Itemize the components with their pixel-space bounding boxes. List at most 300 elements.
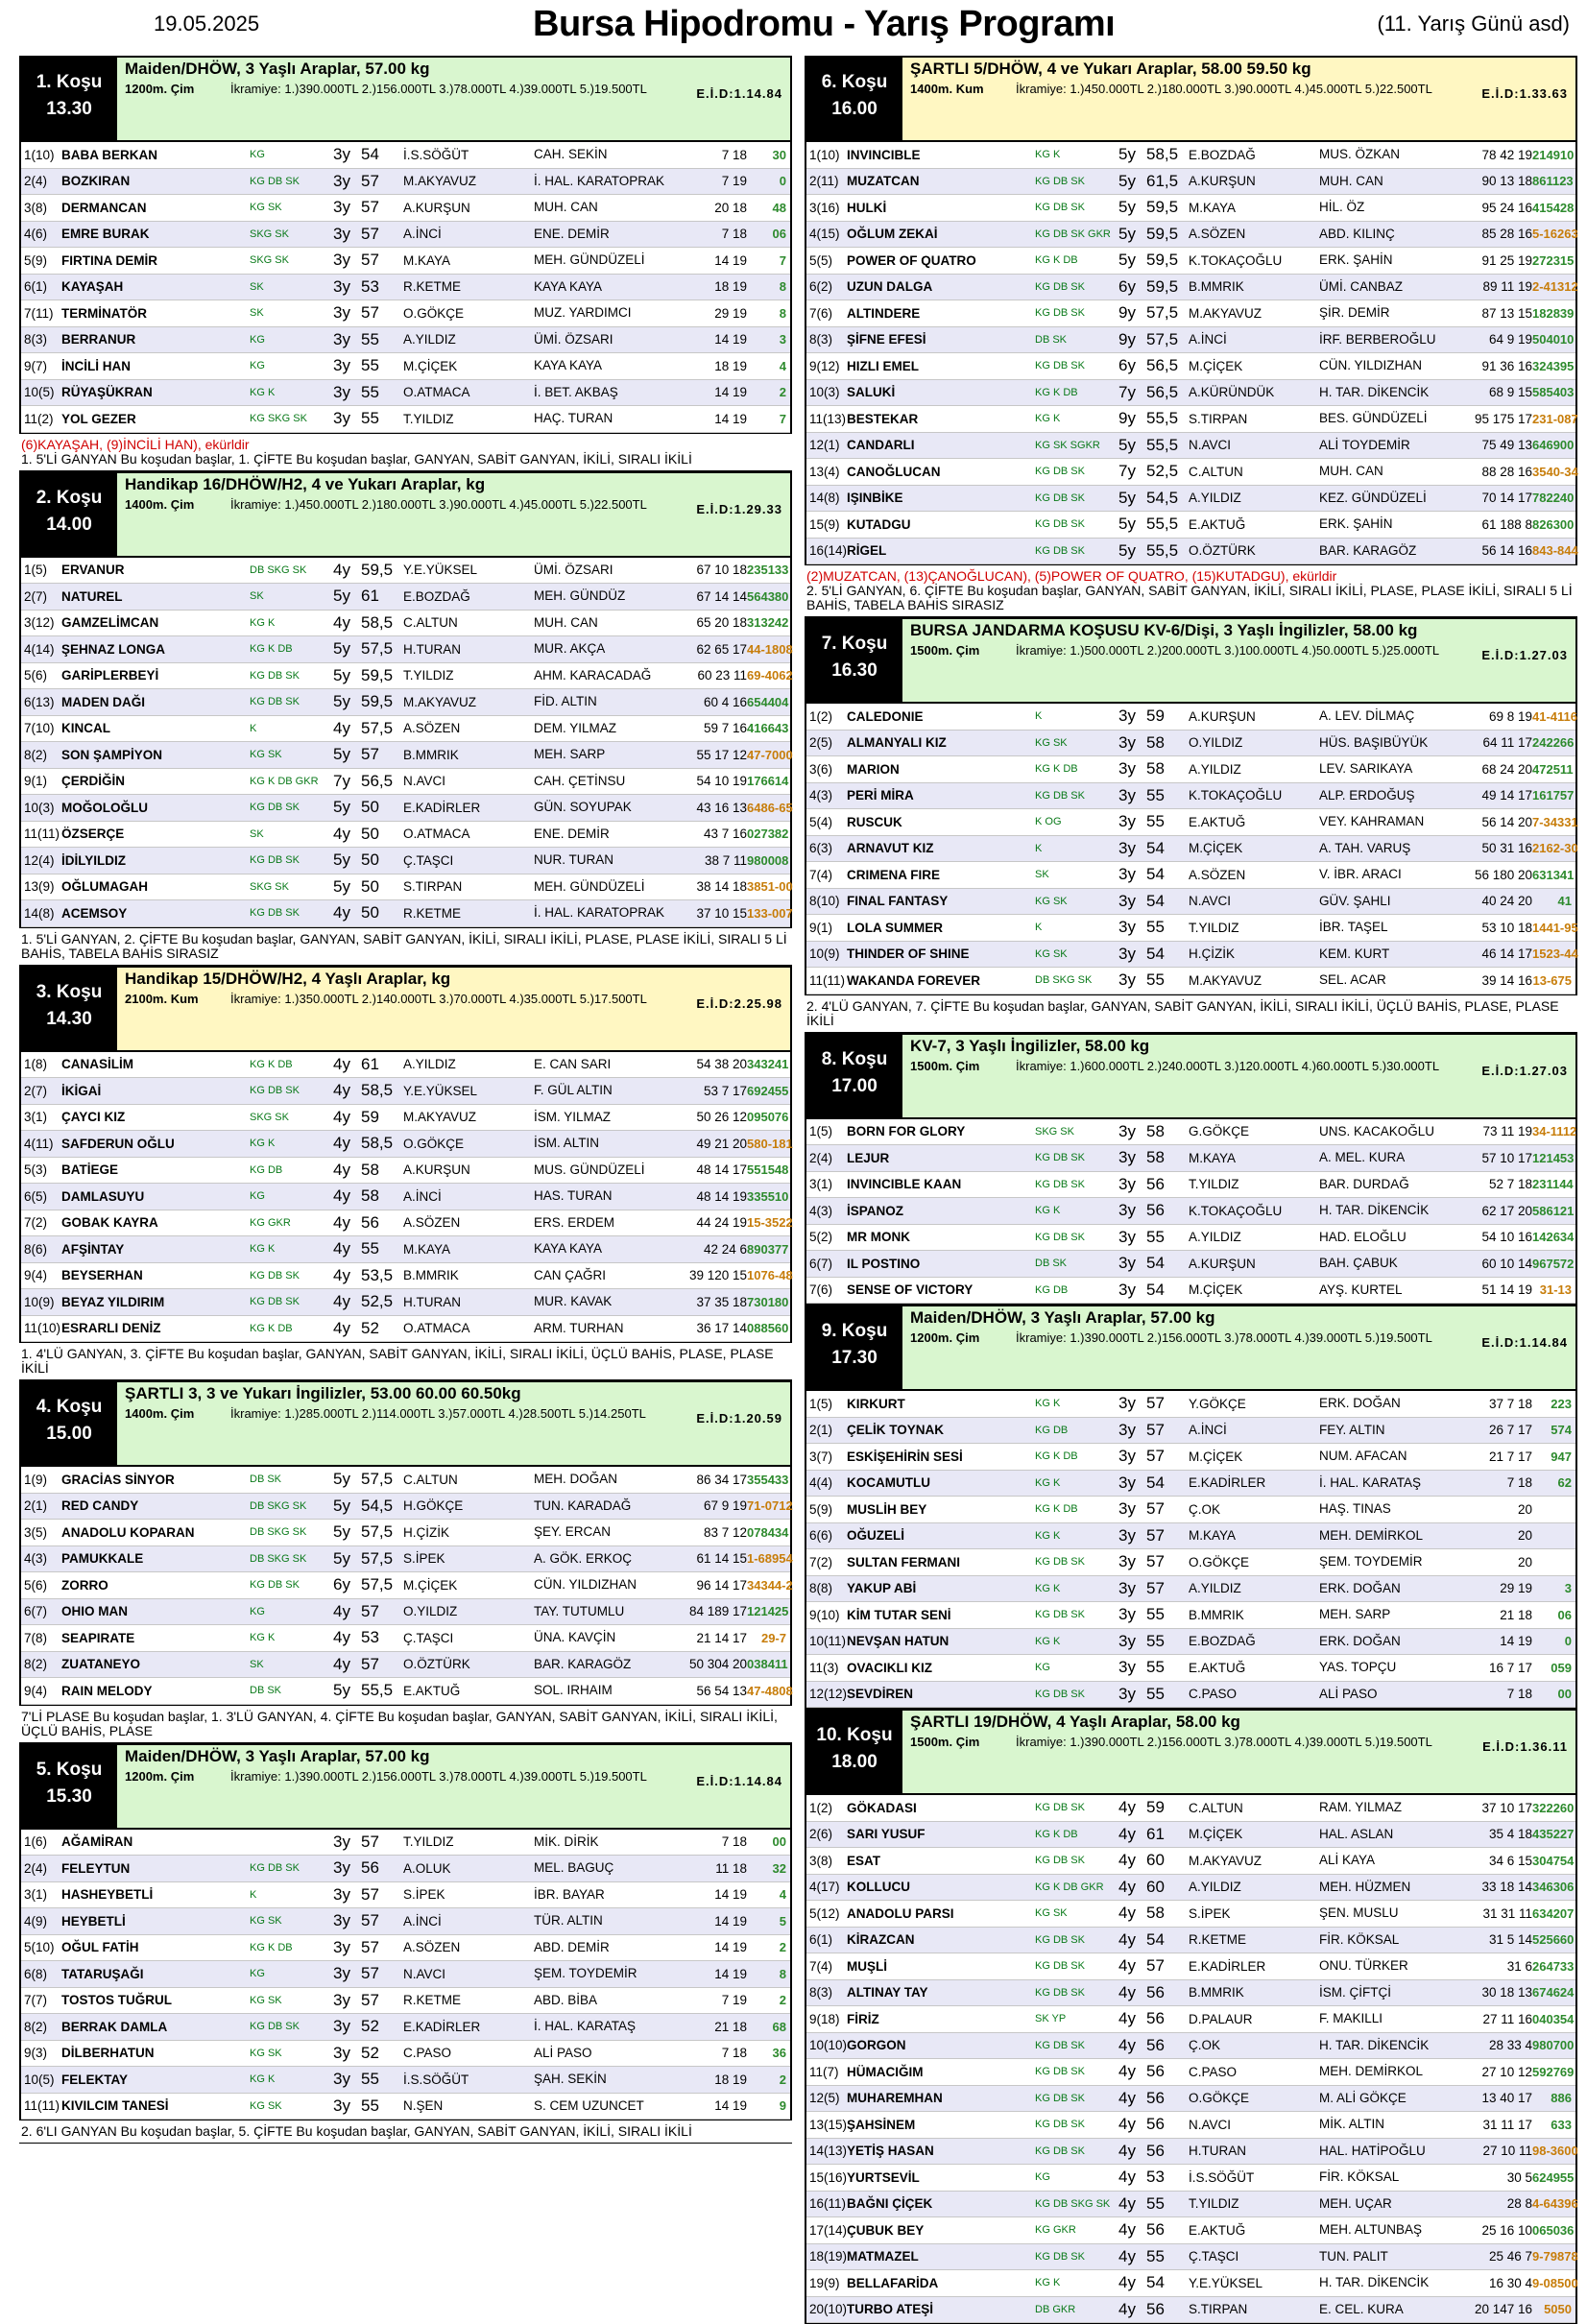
- horse-name[interactable]: ERVANUR: [61, 563, 125, 578]
- table-row[interactable]: [806, 1471, 1575, 1497]
- table-row[interactable]: [806, 1145, 1575, 1172]
- horse-name[interactable]: KINCAL: [61, 721, 110, 736]
- horse-name[interactable]: PAMUKKALE: [61, 1551, 144, 1567]
- trainer: ONU. TÜRKER: [1319, 1958, 1408, 1974]
- horse-table: [805, 1391, 1577, 1709]
- table-row[interactable]: [21, 874, 793, 901]
- table-row[interactable]: [21, 1599, 790, 1626]
- table-row[interactable]: [21, 2014, 790, 2041]
- horse-name[interactable]: INVINCIBLE KAAN: [847, 1177, 962, 1192]
- horse-name[interactable]: GÖKADASI: [847, 1800, 917, 1815]
- table-row[interactable]: [21, 611, 790, 637]
- horse-name[interactable]: ÇUBUK BEY: [847, 2222, 925, 2238]
- table-row[interactable]: [806, 275, 1578, 301]
- table-row[interactable]: [21, 716, 790, 743]
- horse-name[interactable]: HASHEYBETLİ: [61, 1887, 154, 1903]
- horse-name[interactable]: SARI YUSUF: [847, 1827, 926, 1842]
- horse-name[interactable]: CANASİLİM: [61, 1057, 133, 1072]
- table-row[interactable]: [806, 380, 1575, 407]
- table-row[interactable]: [21, 1546, 793, 1573]
- table-row[interactable]: [21, 1908, 790, 1935]
- jockey: M.ÇİÇEK: [403, 358, 458, 373]
- table-row[interactable]: [806, 169, 1575, 196]
- table-row[interactable]: [806, 1172, 1575, 1199]
- horse-name[interactable]: KUTADGU: [847, 516, 911, 532]
- horse-name[interactable]: SALUKİ: [847, 385, 896, 400]
- horse-name[interactable]: GORGON: [847, 2038, 906, 2053]
- horse-name[interactable]: INVINCIBLE: [847, 147, 921, 162]
- race-number: 1. Koşu: [36, 72, 103, 92]
- table-row[interactable]: [806, 1549, 1575, 1576]
- horse-name[interactable]: BATİEGE: [61, 1162, 119, 1178]
- horse-name[interactable]: DAMLASUYU: [61, 1188, 145, 1204]
- horse-name[interactable]: BERRANUR: [61, 332, 136, 347]
- table-row[interactable]: [806, 1497, 1575, 1523]
- table-row[interactable]: [806, 195, 1575, 222]
- horse-weight: 58: [1146, 732, 1165, 752]
- horse-name[interactable]: TATARUŞAĞI: [61, 1966, 144, 1981]
- horse-name[interactable]: MUŞLİ: [847, 1958, 887, 1974]
- horse-name[interactable]: BABA BERKAN: [61, 147, 157, 162]
- horse-number: 2(1): [24, 1498, 48, 1514]
- table-row[interactable]: [806, 915, 1578, 942]
- table-row[interactable]: [21, 769, 790, 796]
- table-row[interactable]: [806, 1875, 1575, 1902]
- horse-name[interactable]: ÇAYCI KIZ: [61, 1110, 126, 1125]
- table-row[interactable]: [806, 1198, 1575, 1225]
- horse-name[interactable]: ANADOLU KOPARAN: [61, 1524, 195, 1540]
- horse-name[interactable]: UZUN DALGA: [847, 279, 933, 295]
- jockey: M.AKYAVUZ: [403, 1110, 477, 1125]
- horse-name[interactable]: TOSTOS TUĞRUL: [61, 1993, 173, 2008]
- table-row[interactable]: [21, 1856, 790, 1882]
- equipment: KG DB SK: [250, 696, 300, 708]
- table-row[interactable]: [806, 2139, 1578, 2166]
- table-row[interactable]: [21, 1961, 790, 1988]
- table-row[interactable]: [806, 486, 1575, 513]
- table-row[interactable]: [806, 1523, 1575, 1550]
- horse-name[interactable]: WAKANDA FOREVER: [847, 972, 981, 988]
- form: 13 40 17: [1481, 2091, 1532, 2106]
- horse-name[interactable]: YURTSEVİL: [847, 2169, 920, 2185]
- horse-name[interactable]: BEYAZ YILDIRIM: [61, 1294, 165, 1309]
- table-row[interactable]: [806, 2192, 1578, 2218]
- table-row[interactable]: [806, 1444, 1575, 1471]
- table-row[interactable]: [21, 663, 793, 690]
- table-row[interactable]: [806, 1822, 1575, 1849]
- table-row[interactable]: [806, 2165, 1575, 2192]
- horse-name[interactable]: HÜMACIĞIM: [847, 2064, 924, 2079]
- jockey: O.ATMACA: [403, 1321, 470, 1336]
- form: 7 18: [721, 2046, 747, 2061]
- table-row[interactable]: [806, 2244, 1578, 2271]
- horse-age: 9y: [1118, 303, 1136, 323]
- horse-name[interactable]: HIZLI EMEL: [847, 358, 919, 373]
- table-row[interactable]: [806, 2006, 1575, 2033]
- jockey: E.AKTUĞ: [1189, 516, 1246, 532]
- table-row[interactable]: [806, 327, 1575, 354]
- horse-name[interactable]: GAMZELİMCAN: [61, 615, 159, 631]
- table-row[interactable]: [21, 275, 790, 301]
- table-row[interactable]: [806, 756, 1575, 783]
- table-row[interactable]: [806, 1901, 1575, 1928]
- kgs: 2: [779, 385, 786, 400]
- horse-name[interactable]: IL POSTINO: [847, 1256, 921, 1271]
- horse-name[interactable]: BERRAK DAMLA: [61, 2019, 168, 2034]
- table-row[interactable]: [806, 2112, 1575, 2139]
- table-row[interactable]: [21, 1935, 790, 1962]
- equipment: KG: [250, 1190, 265, 1203]
- horse-name[interactable]: ESAT: [847, 1853, 881, 1868]
- kgs: 1441-95: [1532, 920, 1578, 935]
- horse-name[interactable]: RİGEL: [847, 543, 887, 559]
- table-row[interactable]: [806, 248, 1575, 275]
- table-row[interactable]: [21, 169, 790, 196]
- table-row[interactable]: [806, 1576, 1575, 1603]
- horse-name[interactable]: SEVDİREN: [847, 1687, 914, 1702]
- race-header: [19, 471, 792, 558]
- table-row[interactable]: [21, 300, 790, 327]
- horse-name[interactable]: İKİGAİ: [61, 1083, 102, 1098]
- table-row[interactable]: [21, 636, 793, 663]
- horse-name[interactable]: SAFDERUN OĞLU: [61, 1136, 175, 1151]
- kgs: 9: [779, 2098, 786, 2114]
- horse-age: 5y: [333, 1470, 350, 1489]
- horse-name[interactable]: BORN FOR GLORY: [847, 1124, 966, 1139]
- table-row[interactable]: [21, 380, 790, 407]
- horse-name[interactable]: OĞLUM ZEKAİ: [847, 227, 938, 242]
- equipment: SKG SK: [250, 254, 289, 267]
- table-row[interactable]: [21, 195, 790, 222]
- table-row[interactable]: [21, 1131, 793, 1158]
- horse-name[interactable]: İNCİLİ HAN: [61, 358, 131, 373]
- table-row[interactable]: [21, 1316, 790, 1343]
- table-row[interactable]: [21, 2067, 790, 2094]
- horse-name[interactable]: GARİPLERBEYİ: [61, 668, 159, 683]
- horse-name[interactable]: ÖZSERÇE: [61, 827, 125, 842]
- horse-table: [19, 1467, 792, 1706]
- horse-name[interactable]: ANADOLU PARSI: [847, 1905, 954, 1921]
- table-row[interactable]: [806, 1655, 1575, 1682]
- horse-name[interactable]: CRIMENA FIRE: [847, 867, 940, 882]
- horse-name[interactable]: BELLAFARİDA: [847, 2275, 939, 2290]
- table-row[interactable]: [806, 1795, 1575, 1822]
- horse-name[interactable]: CALEDONIE: [847, 708, 924, 724]
- horse-name[interactable]: RÜYAŞÜKRAN: [61, 385, 153, 400]
- horse-name[interactable]: POWER OF QUATRO: [847, 252, 976, 268]
- horse-name[interactable]: MARION: [847, 761, 900, 777]
- table-row[interactable]: [21, 1078, 790, 1105]
- table-row[interactable]: [21, 1520, 790, 1546]
- table-row[interactable]: [21, 822, 790, 849]
- horse-weight: 56: [1146, 2141, 1165, 2160]
- horse-name[interactable]: OVACIKLI KIZ: [847, 1660, 932, 1675]
- table-row[interactable]: [21, 1467, 790, 1494]
- horse-name[interactable]: SON ŞAMPİYON: [61, 747, 163, 762]
- horse-name[interactable]: ACEMSOY: [61, 905, 128, 921]
- horse-number: 16(14): [809, 543, 848, 559]
- table-row[interactable]: [806, 968, 1575, 994]
- horse-name[interactable]: OHIO MAN: [61, 1604, 128, 1619]
- horse-name[interactable]: AFŞİNTAY: [61, 1241, 125, 1257]
- table-row[interactable]: [806, 836, 1578, 863]
- table-row[interactable]: [21, 222, 790, 249]
- table-row[interactable]: [806, 2086, 1575, 2113]
- table-row[interactable]: [21, 327, 790, 354]
- table-row[interactable]: [806, 1278, 1575, 1305]
- horse-name[interactable]: LOLA SUMMER: [847, 920, 943, 935]
- table-row[interactable]: [21, 2094, 790, 2120]
- table-row[interactable]: [806, 459, 1578, 486]
- table-row[interactable]: [21, 1052, 790, 1079]
- horse-name[interactable]: FELEYTUN: [61, 1860, 131, 1876]
- table-row[interactable]: [806, 731, 1575, 757]
- horse-name[interactable]: ÇELİK TOYNAK: [847, 1423, 945, 1438]
- table-row[interactable]: [21, 795, 793, 822]
- equipment: KG DB SK: [1035, 1152, 1085, 1164]
- horse-name[interactable]: OĞLUMAGAH: [61, 879, 148, 895]
- table-row[interactable]: [21, 1652, 790, 1679]
- table-row[interactable]: [806, 353, 1575, 380]
- horse-name[interactable]: NATUREL: [61, 588, 123, 604]
- table-row[interactable]: [806, 406, 1578, 433]
- horse-name[interactable]: FİRİZ: [847, 2011, 879, 2026]
- horse-name[interactable]: IŞINBİKE: [847, 491, 903, 506]
- table-row[interactable]: [806, 889, 1575, 916]
- trainer: F. MAKILLI: [1319, 2011, 1383, 2026]
- kgs: 2: [779, 1940, 786, 1955]
- equipment: KG DB SK: [1035, 789, 1085, 802]
- table-row[interactable]: [21, 1678, 793, 1705]
- horse-name[interactable]: ARNAVUT KIZ: [847, 841, 934, 856]
- horse-name[interactable]: MUZATCAN: [847, 174, 920, 189]
- table-row[interactable]: [806, 862, 1575, 889]
- table-row[interactable]: [806, 809, 1578, 836]
- table-row[interactable]: [806, 1602, 1575, 1629]
- table-row[interactable]: [806, 2270, 1578, 2297]
- race-name: KV-7, 3 Yaşlı İngilizler, 58.00 kg: [910, 1036, 1150, 1055]
- equipment: KG SK: [1035, 895, 1068, 907]
- horse-name[interactable]: EMRE BURAK: [61, 227, 150, 242]
- horse-name[interactable]: BEYSERHAN: [61, 1268, 143, 1283]
- table-row[interactable]: [21, 558, 790, 585]
- jockey: R.KETME: [403, 279, 462, 295]
- table-row[interactable]: [21, 1158, 790, 1185]
- horse-name[interactable]: YETİŞ HASAN: [847, 2144, 934, 2159]
- table-row[interactable]: [21, 2041, 790, 2068]
- kgs: 36: [772, 2046, 786, 2061]
- horse-name[interactable]: YAKUP ABİ: [847, 1581, 917, 1596]
- horse-name[interactable]: FIRTINA DEMİR: [61, 252, 157, 268]
- table-row[interactable]: [21, 1988, 790, 2015]
- horse-name[interactable]: BESTEKAR: [847, 411, 919, 426]
- horse-name[interactable]: İSPANOZ: [847, 1203, 904, 1218]
- table-row[interactable]: [806, 142, 1575, 169]
- jockey: T.YILDIZ: [403, 668, 454, 683]
- horse-age: 5y: [1118, 540, 1136, 560]
- table-row[interactable]: [806, 942, 1578, 969]
- horse-name[interactable]: CANDARLI: [847, 438, 915, 453]
- form: 61 14 15: [696, 1551, 747, 1567]
- horse-name[interactable]: OĞUZELİ: [847, 1528, 904, 1544]
- table-row[interactable]: [806, 1629, 1575, 1656]
- horse-name[interactable]: MUSLİH BEY: [847, 1501, 927, 1517]
- kgs: 095076: [747, 1110, 789, 1125]
- horse-name[interactable]: KIRKURT: [847, 1396, 905, 1411]
- jockey: M.ÇİÇEK: [1189, 1449, 1243, 1464]
- horse-weight: 57,5: [361, 1548, 394, 1568]
- table-row[interactable]: [21, 1625, 790, 1652]
- table-row[interactable]: [21, 1184, 790, 1210]
- horse-name[interactable]: THINDER OF SHINE: [847, 946, 970, 962]
- horse-name[interactable]: KOLLUCU: [847, 1880, 910, 1895]
- table-row[interactable]: [21, 1105, 790, 1132]
- horse-name[interactable]: RUSCUK: [847, 814, 902, 829]
- table-row[interactable]: [806, 783, 1575, 810]
- trainer: KAYA KAYA: [534, 1241, 603, 1257]
- jockey: M.KAYA: [1189, 1150, 1237, 1165]
- horse-age: 4y: [1118, 2009, 1136, 2028]
- horse-name[interactable]: FELEKTAY: [61, 2072, 129, 2087]
- table-row[interactable]: [21, 1830, 790, 1857]
- table-row[interactable]: [806, 1251, 1575, 1278]
- table-row[interactable]: [806, 1980, 1575, 2007]
- table-row[interactable]: [806, 2033, 1575, 2060]
- horse-name[interactable]: ALTINAY TAY: [847, 1985, 928, 2001]
- trainer: H. TAR. DİKENCİK: [1319, 2275, 1430, 2290]
- table-row[interactable]: [806, 704, 1575, 731]
- table-row[interactable]: [806, 1928, 1575, 1954]
- table-row[interactable]: [806, 1119, 1575, 1146]
- horse-name[interactable]: DERMANCAN: [61, 200, 147, 215]
- table-row[interactable]: [806, 1391, 1575, 1418]
- horse-name[interactable]: KIVILCIM TANESİ: [61, 2098, 169, 2114]
- horse-name[interactable]: ESRARLI DENİZ: [61, 1321, 161, 1336]
- horse-weight: 56: [1146, 2009, 1165, 2028]
- equipment: KG DB SK: [1035, 202, 1085, 214]
- equipment: KG SK: [250, 202, 282, 214]
- horse-name[interactable]: İDİLYILDIZ: [61, 852, 127, 868]
- horse-name[interactable]: AĞAMİRAN: [61, 1834, 133, 1850]
- horse-number: 3(7): [809, 1449, 833, 1464]
- horse-name[interactable]: KAYAŞAH: [61, 279, 124, 295]
- table-row[interactable]: [21, 248, 790, 275]
- horse-name[interactable]: RED CANDY: [61, 1498, 139, 1514]
- table-row[interactable]: [21, 1236, 790, 1263]
- table-row[interactable]: [806, 512, 1575, 539]
- table-row[interactable]: [806, 222, 1578, 249]
- horse-name[interactable]: ÇERDİĞİN: [61, 774, 126, 789]
- table-row[interactable]: [21, 900, 793, 927]
- table-row[interactable]: [21, 142, 790, 169]
- trainer: MEL. BAGUÇ: [534, 1860, 614, 1876]
- table-row[interactable]: [806, 300, 1575, 327]
- table-row[interactable]: [806, 539, 1578, 565]
- race-block: [19, 56, 792, 471]
- horse-name[interactable]: RAIN MELODY: [61, 1683, 153, 1698]
- horse-name[interactable]: BOZKIRAN: [61, 174, 131, 189]
- horse-name[interactable]: MOĞOLOĞLU: [61, 800, 148, 815]
- horse-name[interactable]: ZUATANEYO: [61, 1657, 140, 1672]
- race-prize: İkramiye: 1.)285.000TL 2.)114.000TL 3.)57.000TL 4.)28.500TL 5.)14.250TL: [230, 1406, 646, 1421]
- horse-name[interactable]: ŞEHNAZ LONGA: [61, 641, 165, 657]
- table-row[interactable]: [21, 1882, 790, 1909]
- horse-name[interactable]: HULKİ: [847, 200, 887, 215]
- table-row[interactable]: [21, 1289, 790, 1316]
- horse-name[interactable]: ALMANYALI KIZ: [847, 735, 947, 751]
- table-row[interactable]: [806, 2059, 1575, 2086]
- horse-name[interactable]: MADEN DAĞI: [61, 694, 145, 709]
- jockey: S.İPEK: [1189, 1905, 1231, 1921]
- table-row[interactable]: [21, 1210, 793, 1237]
- horse-name[interactable]: SENSE OF VICTORY: [847, 1282, 974, 1298]
- horse-name[interactable]: MATMAZEL: [847, 2249, 919, 2264]
- table-row[interactable]: [21, 1263, 793, 1290]
- horse-name[interactable]: KİRAZCAN: [847, 1932, 915, 1948]
- horse-name[interactable]: GRACİAS SİNYOR: [61, 1472, 175, 1487]
- table-row[interactable]: [806, 1848, 1575, 1875]
- horse-name[interactable]: ESKİŞEHİRİN SESİ: [847, 1449, 963, 1464]
- table-row[interactable]: [21, 689, 790, 716]
- horse-name[interactable]: GOBAK KAYRA: [61, 1215, 158, 1231]
- table-row[interactable]: [806, 2297, 1575, 2324]
- horse-name[interactable]: ALTINDERE: [847, 305, 921, 321]
- horse-name[interactable]: PERİ MİRA: [847, 788, 914, 803]
- horse-name[interactable]: ZORRO: [61, 1577, 108, 1593]
- table-row[interactable]: [806, 2217, 1575, 2244]
- table-row[interactable]: [21, 584, 790, 611]
- horse-name[interactable]: MUHAREMHAN: [847, 2091, 943, 2106]
- table-row[interactable]: [21, 353, 790, 380]
- table-row[interactable]: [806, 1418, 1575, 1445]
- horse-name[interactable]: CANOĞLUCAN: [847, 464, 941, 479]
- horse-name[interactable]: TURBO ATEŞİ: [847, 2302, 933, 2317]
- table-row[interactable]: [21, 742, 793, 769]
- horse-name[interactable]: TERMİNATÖR: [61, 305, 147, 321]
- horse-name[interactable]: OĞUL FATİH: [61, 1940, 139, 1955]
- table-row[interactable]: [806, 1682, 1575, 1709]
- table-row[interactable]: [21, 1572, 793, 1599]
- table-row[interactable]: [806, 1225, 1575, 1252]
- trainer: ERK. DOĞAN: [1319, 1396, 1401, 1411]
- horse-name[interactable]: DİLBERHATUN: [61, 2046, 155, 2061]
- horse-name[interactable]: BAĞNI ÇİÇEK: [847, 2196, 933, 2212]
- table-row[interactable]: [21, 848, 790, 874]
- horse-name[interactable]: MR MONK: [847, 1230, 910, 1245]
- table-row[interactable]: [21, 1494, 793, 1521]
- horse-name[interactable]: SULTAN FERMANI: [847, 1554, 960, 1569]
- horse-name[interactable]: NEVŞAN HATUN: [847, 1634, 950, 1649]
- race-number: 6. Koşu: [821, 72, 888, 92]
- horse-number: 3(8): [24, 200, 48, 215]
- race-details: [910, 1735, 1571, 1750]
- horse-name[interactable]: SEAPIRATE: [61, 1630, 135, 1645]
- table-row[interactable]: [806, 1953, 1575, 1980]
- horse-name[interactable]: KOCAMUTLU: [847, 1475, 930, 1491]
- trainer: H. TAR. DİKENCİK: [1319, 1203, 1430, 1218]
- horse-name[interactable]: ŞİFNE EFESİ: [847, 332, 926, 347]
- horse-name[interactable]: ŞAHSİNEM: [847, 2117, 916, 2132]
- horse-number: 6(3): [809, 841, 833, 856]
- horse-name[interactable]: FINAL FANTASY: [847, 894, 949, 909]
- horse-name[interactable]: YOL GEZER: [61, 411, 136, 426]
- horse-name[interactable]: LEJUR: [847, 1150, 890, 1165]
- horse-name[interactable]: KİM TUTAR SENİ: [847, 1607, 951, 1622]
- jockey: C.ALTUN: [1189, 1800, 1243, 1815]
- table-row[interactable]: [806, 433, 1575, 460]
- table-row[interactable]: [21, 406, 790, 433]
- horse-name[interactable]: HEYBETLİ: [61, 1913, 126, 1929]
